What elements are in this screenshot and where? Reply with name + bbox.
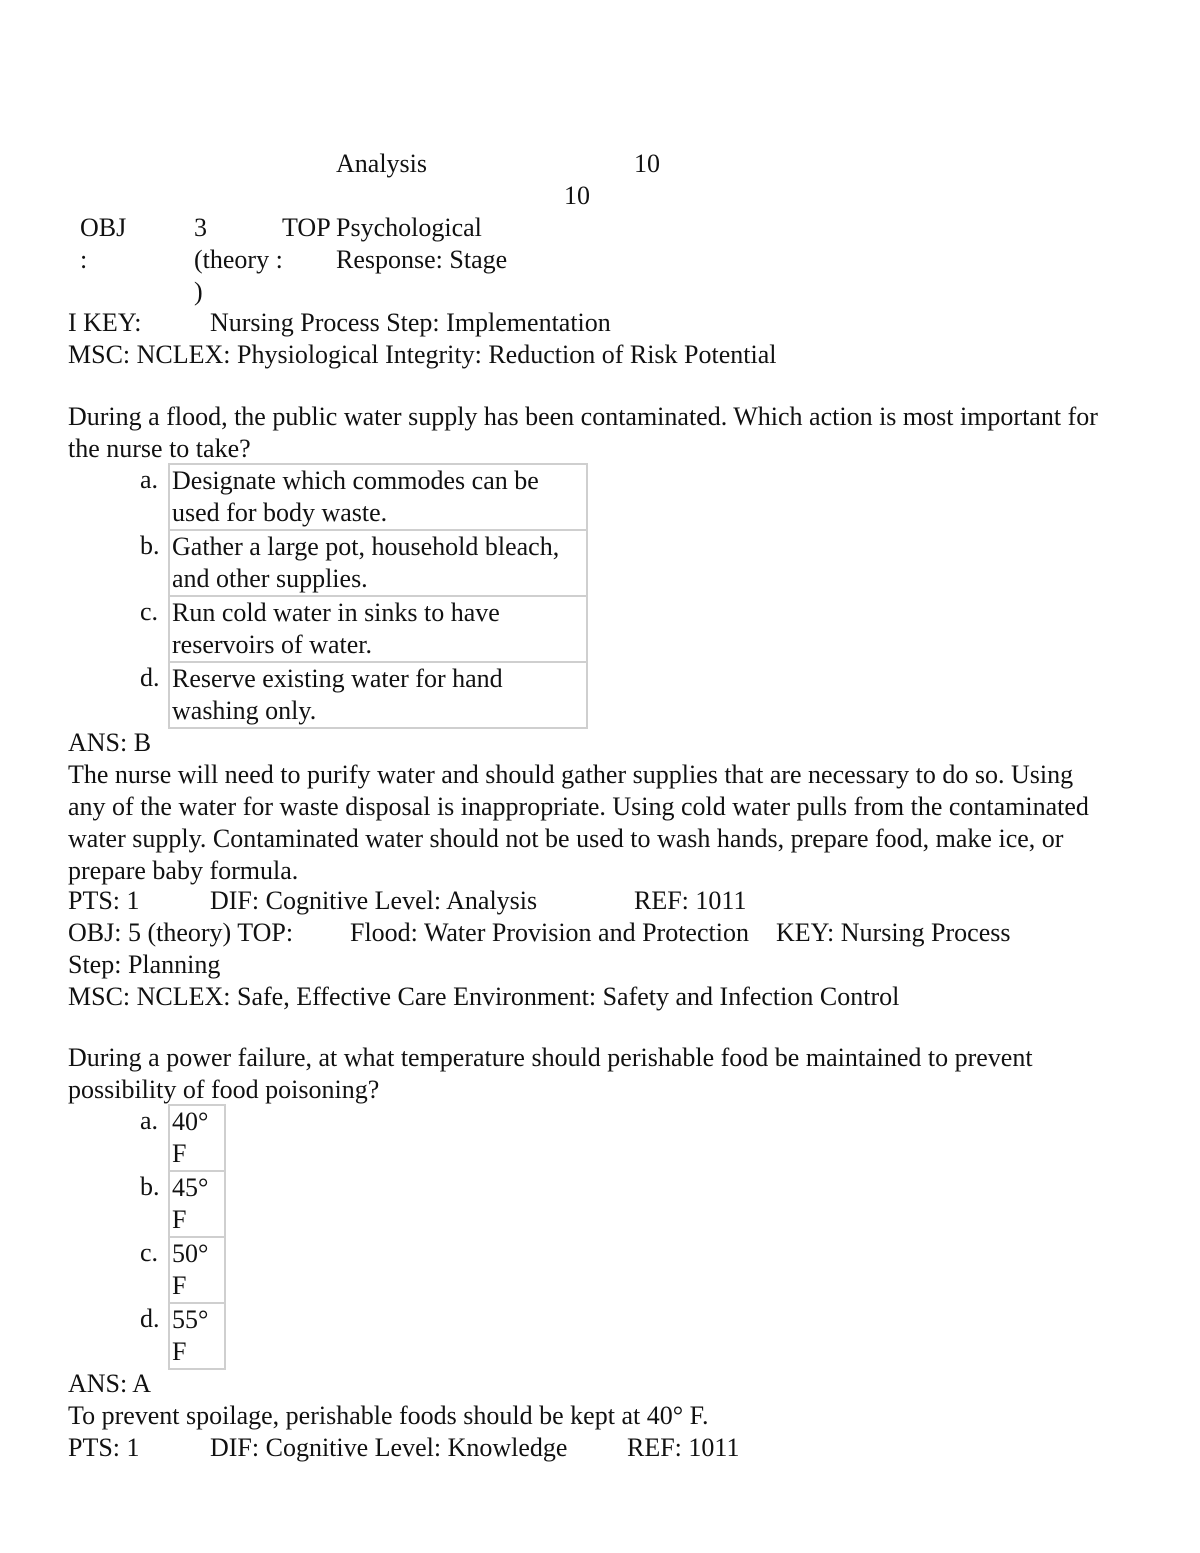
obj-colon: : <box>80 245 88 274</box>
option-text: 55° F <box>169 1303 225 1369</box>
answer-line: ANS: A <box>68 1369 152 1398</box>
option-letter: a. <box>140 1105 169 1171</box>
question-1-stem <box>68 401 1108 465</box>
option-text: 45° F <box>169 1171 225 1237</box>
option-row <box>140 596 587 662</box>
obj-paren: ) <box>194 277 203 306</box>
option-letter: d. <box>140 662 169 728</box>
option-text: 50° F <box>169 1237 225 1303</box>
option-row <box>140 530 587 596</box>
pts-line: PTS: 1 <box>68 1433 140 1462</box>
rationale-text: To prevent spoilage, perishable foods should be kept at 40° F. <box>68 1401 709 1430</box>
option-letter: d. <box>140 1303 169 1369</box>
ref-line: REF: 1011 <box>634 886 747 915</box>
top-value-2: Response: Stage <box>336 245 508 274</box>
dif-line: DIF: Cognitive Level: Analysis <box>210 886 538 915</box>
obj-value: 3 <box>194 213 207 242</box>
option-row <box>140 1105 225 1171</box>
question-2-options <box>140 1104 226 1370</box>
option-letter: c. <box>140 596 169 662</box>
top-label: TOP <box>282 213 331 242</box>
option-letter: c. <box>140 1237 169 1303</box>
key-value: Nursing Process Step: Implementation <box>210 308 611 337</box>
key-label: I KEY: <box>68 308 142 337</box>
question-text: During a flood, the public water supply has been contaminated. Which action is most important for the nurse to take? <box>68 402 1098 463</box>
option-row <box>140 1237 225 1303</box>
dif-line: DIF: Cognitive Level: Knowledge <box>210 1433 568 1462</box>
question-text: During a power failure, at what temperature should perishable food be maintained to prevent possibility of food poisoning? <box>68 1043 1033 1104</box>
obj-label: OBJ <box>80 213 127 242</box>
option-letter: a. <box>140 464 169 530</box>
key-line-cont: Step: Planning <box>68 950 221 979</box>
obj-theory: (theory : <box>194 245 283 274</box>
key-line: KEY: Nursing Process <box>776 918 1011 947</box>
top-line: Flood: Water Provision and Protection <box>350 918 749 947</box>
option-letter: b. <box>140 530 169 596</box>
question-2-answer-block <box>68 1368 1108 1432</box>
option-text: Gather a large pot, household bleach, and other supplies. <box>169 530 587 596</box>
option-row <box>140 662 587 728</box>
option-row <box>140 464 587 530</box>
question-2-stem <box>68 1042 1108 1106</box>
question-1-answer-block <box>68 727 1108 887</box>
rationale-text: The nurse will need to purify water and should gather supplies that are necessary to do so. Using any of the water for waste disposal is inappropriate. Using cold water pulls from the contaminated water supply. Contaminated water should not be used to wash hands, prepare food, make ice, or prepare baby formula. <box>68 760 1089 885</box>
pts-line: PTS: 1 <box>68 886 140 915</box>
answer-line: ANS: B <box>68 728 152 757</box>
ref-line: REF: 1011 <box>627 1433 740 1462</box>
header-ref-1: 10 <box>634 149 660 178</box>
msc-line: MSC: NCLEX: Physiological Integrity: Reduction of Risk Potential <box>68 340 777 369</box>
question-1-options <box>140 463 588 729</box>
header-ref-2: 10 <box>564 181 590 210</box>
option-row <box>140 1303 225 1369</box>
obj-line: OBJ: 5 (theory) TOP: <box>68 918 294 947</box>
option-text: 40° F <box>169 1105 225 1171</box>
option-row <box>140 1171 225 1237</box>
option-letter: b. <box>140 1171 169 1237</box>
option-text: Run cold water in sinks to have reservoirs of water. <box>169 596 587 662</box>
option-text: Reserve existing water for hand washing only. <box>169 662 587 728</box>
msc-line: MSC: NCLEX: Safe, Effective Care Environment: Safety and Infection Control <box>68 982 900 1011</box>
header-analysis: Analysis <box>336 149 427 178</box>
option-text: Designate which commodes can be used for body waste. <box>169 464 587 530</box>
top-value-1: Psychological <box>336 213 482 242</box>
